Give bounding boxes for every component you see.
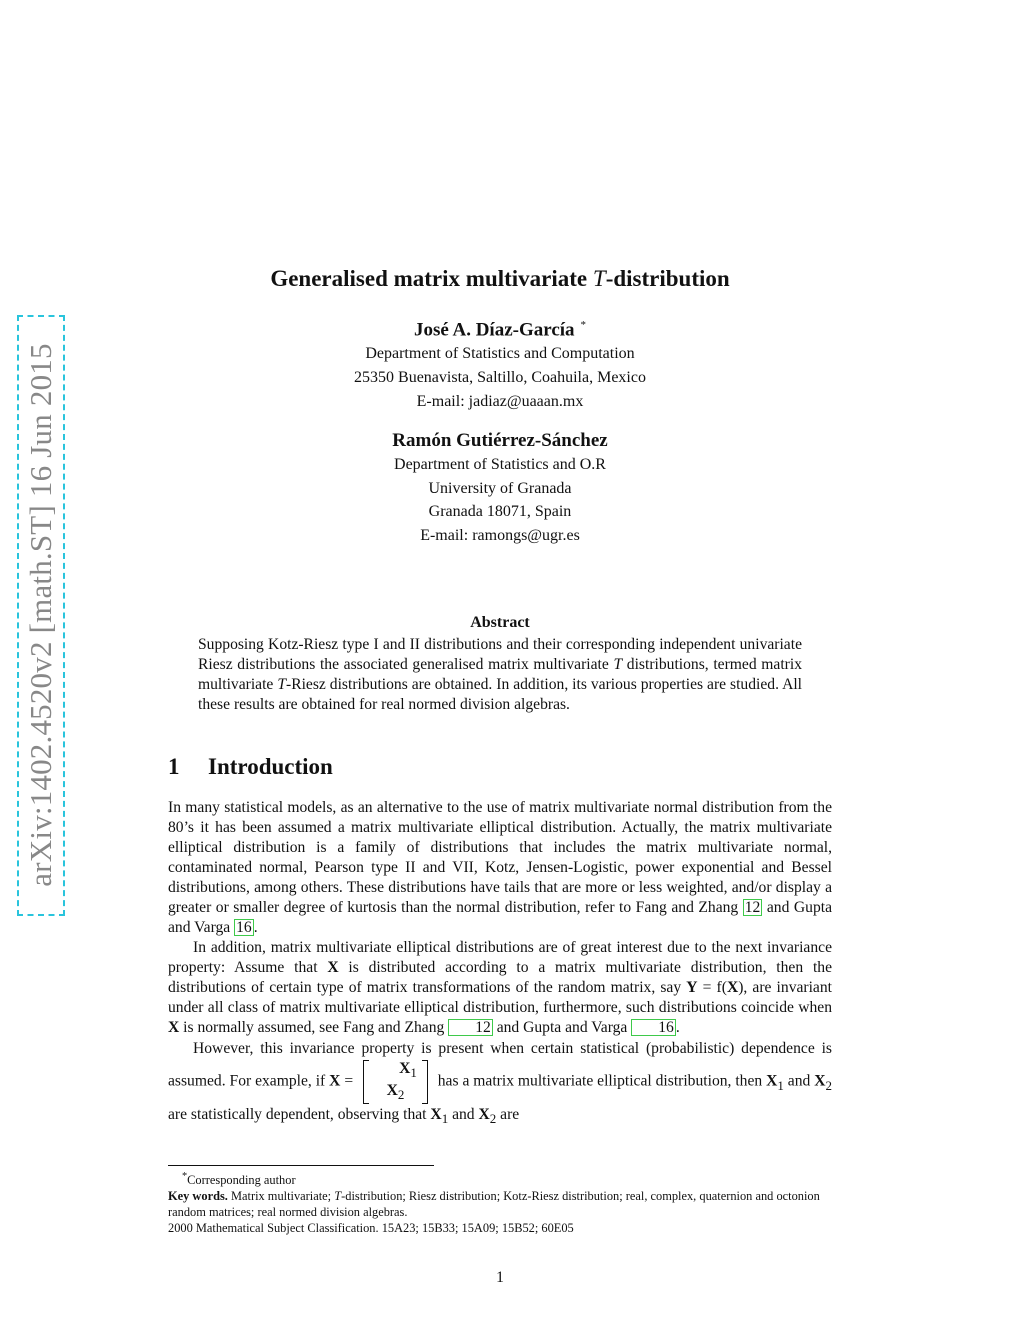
author-2-email[interactable]: E-mail: ramongs@ugr.es [420,527,580,544]
paragraph: However, this invariance property is present when certain statistical (probabilistic) dependence is assumed. For example, if $X = X_1$ $X_2$ has a matrix multivariate elliptical distribution, then $X_1$ and $X_2$ are statistically dependent, observing that $X_1$ and $X_2$ are [168,1040,833,1127]
paragraph: In addition, matrix multivariate elliptical distributions are of great interest due to the next invariance property: Assume that X is distributed according to a matrix multivariate distribution, then the distributions of certain type of matrix transformations of the random matrix, say Y = f(X), are invariant under all class of matrix multivariate elliptical distribution, furthermore, such distributions coincide when X is normally assumed, see Fang and Zhang 12 and Gupta and Varga 16 . [168,939,832,1036]
author-1-affiliation-line: Department of Statistics and Computation [365,345,635,362]
introduction-body [168,798,832,1130]
citation-link[interactable]: 12 [448,1019,493,1036]
citation-link[interactable]: 12 [744,899,761,916]
footnote-corresponding: *Corresponding author [182,1171,296,1188]
author-2-affiliation-line: Granada 18071, Spain [428,503,572,520]
block-matrix: $X_1$ $X_2$ [363,1060,428,1104]
page-number: 1 [496,1269,504,1286]
footnote-rule [168,1165,434,1166]
section-heading: 1 Introduction [168,754,333,779]
author-2-affiliation-line: Department of Statistics and O.R [394,456,606,473]
paragraph: In many statistical models, as an alternative to the use of matrix multivariate normal distribution from the 80’s it has been assumed a matrix multivariate elliptical distribution. Actually, the matrix multivariate elliptical distribution is a family of distributions that includes the matrix multivariate normal, contaminated normal, Pearson type II and VII, Kotz, Jensen-Logistic, power exponential and Bessel distributions, among others. These distributions have tails that are more or less weighted, and/or display a greater or smaller degree of kurtosis than the normal distribution, refer to Fang and Zhang 12 and Gupta and Varga 16 . [168,799,832,936]
arxiv-identifier[interactable]: arXiv:1402.4520v2 [math.ST] 16 Jun 2015 [23,343,58,887]
abstract-heading: Abstract [470,614,530,631]
author-1-name: José A. Díaz-García * [413,319,587,341]
footnote-keywords: Key words. Matrix multivariate; T-distribution; Riesz distribution; Kotz-Riesz distribution; real, complex, quaternion and octonion random matrices; real normed division algebras. [168,1189,820,1220]
author-1-affiliation-line: 25350 Buenavista, Saltillo, Coahuila, Mexico [354,369,646,386]
footnotes [168,1169,832,1236]
footnote-msc: 2000 Mathematical Subject Classification. 15A23; 15B33; 15A09; 15B52; 60E05 [168,1221,574,1236]
author-2-affiliation-line: University of Granada [428,480,572,497]
abstract-text: Supposing Kotz-Riesz type I and II distributions and their corresponding independent univariate Riesz distributions the associated generalised matrix multivariate T distributions, termed matrix multivariate T-Riesz distributions are obtained. In addition, its various properties are studied. All these results are obtained for real normed division algebras. [198,636,803,713]
citation-link[interactable]: 16 [631,1019,676,1036]
author-2-name: Ramón Gutiérrez-Sánchez [392,430,608,451]
author-1-email[interactable]: E-mail: jadiaz@uaaan.mx [416,393,584,410]
paper-title: Generalised matrix multivariate T-distribution [270,266,730,291]
citation-link[interactable]: 16 [236,919,252,936]
